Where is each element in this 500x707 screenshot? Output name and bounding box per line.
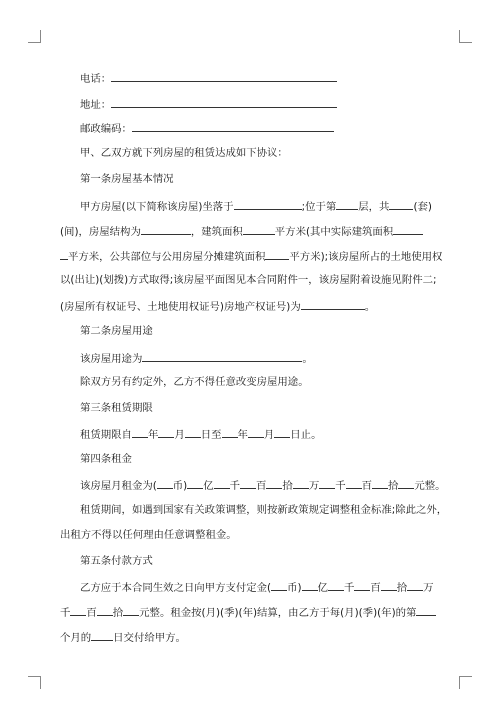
postcode-line	[80, 120, 334, 136]
start-year-blank[interactable]	[132, 426, 148, 438]
phone-blank[interactable]	[111, 70, 337, 82]
crop-mark-bottom-right	[459, 676, 472, 689]
period-blank[interactable]	[416, 604, 436, 616]
pay-day-blank[interactable]	[91, 629, 113, 641]
article1-line1: 甲方房屋(以下简称该房屋)坐落于 ;位于第 层，共 (套)	[80, 198, 432, 214]
end-day-blank[interactable]	[274, 426, 290, 438]
postcode-label: 邮政编码：	[80, 123, 132, 135]
phone-label: 电话：	[80, 73, 112, 85]
article5-line1: 乙方应于本合同生效之日向甲方支付定金( 币) 亿 千 百 拾 万	[80, 579, 434, 595]
area-blank[interactable]	[243, 223, 275, 235]
rent-digit-blank[interactable]	[293, 477, 309, 489]
start-month-blank[interactable]	[158, 426, 174, 438]
intro-paragraph: 甲、乙双方就下列房屋的租赁达成如下协议：	[80, 147, 288, 159]
rent-digit-blank[interactable]	[398, 477, 414, 489]
article1-line3: 平方米，公共部位与公用房屋分摊建筑面积 平方米);该房屋所占的土地使用权	[60, 248, 442, 264]
postcode-blank[interactable]	[132, 120, 334, 132]
deposit-digit-blank[interactable]	[354, 579, 370, 591]
article4-title: 第四条租金	[80, 453, 132, 465]
address-label: 地址：	[80, 99, 112, 111]
article4-line3: 出租方不得以任何理由任意调整租金。	[60, 529, 237, 541]
article5-line2: 千 百 拾 元整。租金按(月)(季)(年)结算，由乙方于每(月)(季)(年)的第	[60, 604, 436, 620]
actual-area-blank-cont[interactable]	[60, 248, 68, 260]
end-year-blank[interactable]	[222, 426, 238, 438]
usage-blank[interactable]	[142, 350, 302, 362]
deposit-digit-blank[interactable]	[407, 579, 423, 591]
address-line	[80, 96, 337, 112]
address-blank[interactable]	[111, 96, 337, 108]
crop-mark-bottom-left	[28, 676, 41, 689]
article4-line1: 该房屋月租金为( 币) 亿 千 百 拾 万 千 百 拾 元整。	[80, 477, 446, 493]
article3-title: 第三条租赁期限	[80, 402, 153, 414]
article3-line1: 租赁期限自 年 月 日至 年 月 日止。	[80, 426, 321, 442]
shared-area-blank[interactable]	[265, 248, 289, 260]
article1-line4: 以(出让)(划拨)方式取得;该房屋平面图见本合同附件一，该房屋附着设施见附件二;	[60, 274, 437, 286]
location-blank[interactable]	[234, 198, 302, 210]
deposit-currency-blank[interactable]	[271, 579, 287, 591]
article2-line1: 该房屋用途为 。	[80, 350, 313, 366]
actual-area-blank[interactable]	[393, 223, 423, 235]
article1-line2: (间)，房屋结构为 ，建筑面积 平方米(其中实际建筑面积	[60, 223, 423, 239]
rent-digit-blank[interactable]	[240, 477, 256, 489]
rent-digit-blank[interactable]	[266, 477, 282, 489]
deposit-digit-blank[interactable]	[97, 604, 113, 616]
article5-title: 第五条付款方式	[80, 555, 153, 567]
rent-currency-blank[interactable]	[157, 477, 173, 489]
article4-line2: 租赁期间，如遇到国家有关政策调整，则按新政策规定调整租金标准;除此之外，	[80, 504, 448, 516]
article2-title: 第二条房屋用途	[80, 325, 153, 337]
floor-blank[interactable]	[336, 198, 358, 210]
deposit-digit-blank[interactable]	[123, 604, 139, 616]
rent-digit-blank[interactable]	[214, 477, 230, 489]
deposit-digit-blank[interactable]	[70, 604, 86, 616]
end-month-blank[interactable]	[248, 426, 264, 438]
total-blank[interactable]	[389, 198, 413, 210]
rent-digit-blank[interactable]	[346, 477, 362, 489]
article1-title: 第一条房屋基本情况	[80, 173, 174, 185]
rent-digit-blank[interactable]	[372, 477, 388, 489]
crop-mark-top-right	[459, 30, 472, 43]
deposit-digit-blank[interactable]	[381, 579, 397, 591]
start-day-blank[interactable]	[185, 426, 201, 438]
article5-line3: 个月的 日交付给甲方。	[60, 629, 186, 645]
rent-digit-blank[interactable]	[187, 477, 203, 489]
deposit-digit-blank[interactable]	[302, 579, 318, 591]
rent-digit-blank[interactable]	[319, 477, 335, 489]
phone-line	[80, 70, 337, 86]
deposit-digit-blank[interactable]	[328, 579, 344, 591]
article2-line2: 除双方另有约定外，乙方不得任意改变房屋用途。	[80, 376, 309, 388]
structure-blank[interactable]	[141, 223, 191, 235]
certificate-blank[interactable]	[301, 298, 365, 310]
crop-mark-top-left	[28, 30, 41, 43]
article1-line5: (房屋所有权证号、土地使用权证号)房地产权证号)为 。	[60, 298, 375, 314]
